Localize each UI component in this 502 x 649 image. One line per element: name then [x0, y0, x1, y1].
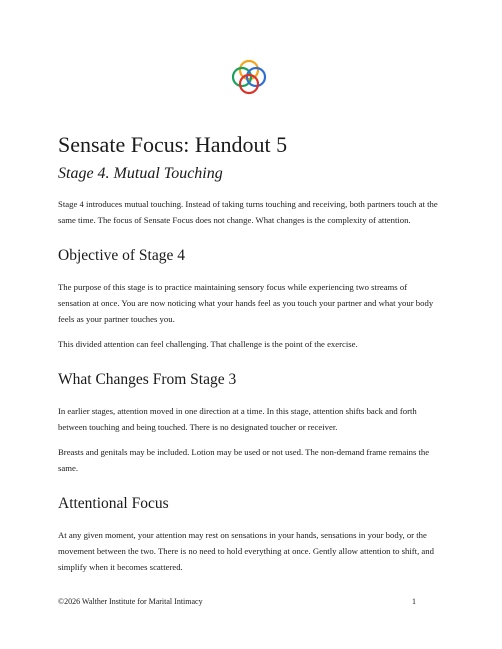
- objective-paragraph-1: The purpose of this stage is to practice maintaining sensory focus while experiencing two streams of sensation at once. You are now noticing what your hands feel as you touch your partner and what your body feels as your partner touches you.: [58, 282, 434, 324]
- intro-paragraph: Stage 4 introduces mutual touching. Instead of taking turns touching and receiving, both partners touch at the same time. The focus of Sensate Focus does not change. What changes is the complexity of attention.: [58, 199, 438, 225]
- interlocking-rings-icon: [230, 58, 268, 96]
- page-number: 1: [412, 597, 416, 606]
- copyright-text: ©2026 Walther Institute for Marital Intimacy: [58, 597, 203, 606]
- attentional-focus-paragraph: At any given moment, your attention may rest on sensations in your hands, sensations in your body, or the movement between the two. There is no need to hold everything at once. Gently allow attention to shift, and simplify when it becomes scattered.: [58, 530, 434, 572]
- objective-paragraph-2: This divided attention can feel challenging. That challenge is the point of the exercise.: [58, 339, 358, 349]
- changes-paragraph-1: In earlier stages, attention moved in one direction at a time. In this stage, attention shifts back and forth between touching and being touched. There is no designated toucher or receiver.: [58, 406, 417, 432]
- page-subtitle: Stage 4. Mutual Touching: [58, 165, 223, 182]
- section-heading-objective: Objective of Stage 4: [58, 247, 185, 264]
- section-heading-attentional-focus: Attentional Focus: [58, 495, 169, 512]
- handout-content: [58, 132, 438, 584]
- page-title: Sensate Focus: Handout 5: [58, 132, 288, 157]
- changes-paragraph-2: Breasts and genitals may be included. Lotion may be used or not used. The non-demand frame remains the same.: [58, 447, 430, 473]
- section-heading-changes: What Changes From Stage 3: [58, 371, 237, 388]
- page-footer: [58, 596, 416, 608]
